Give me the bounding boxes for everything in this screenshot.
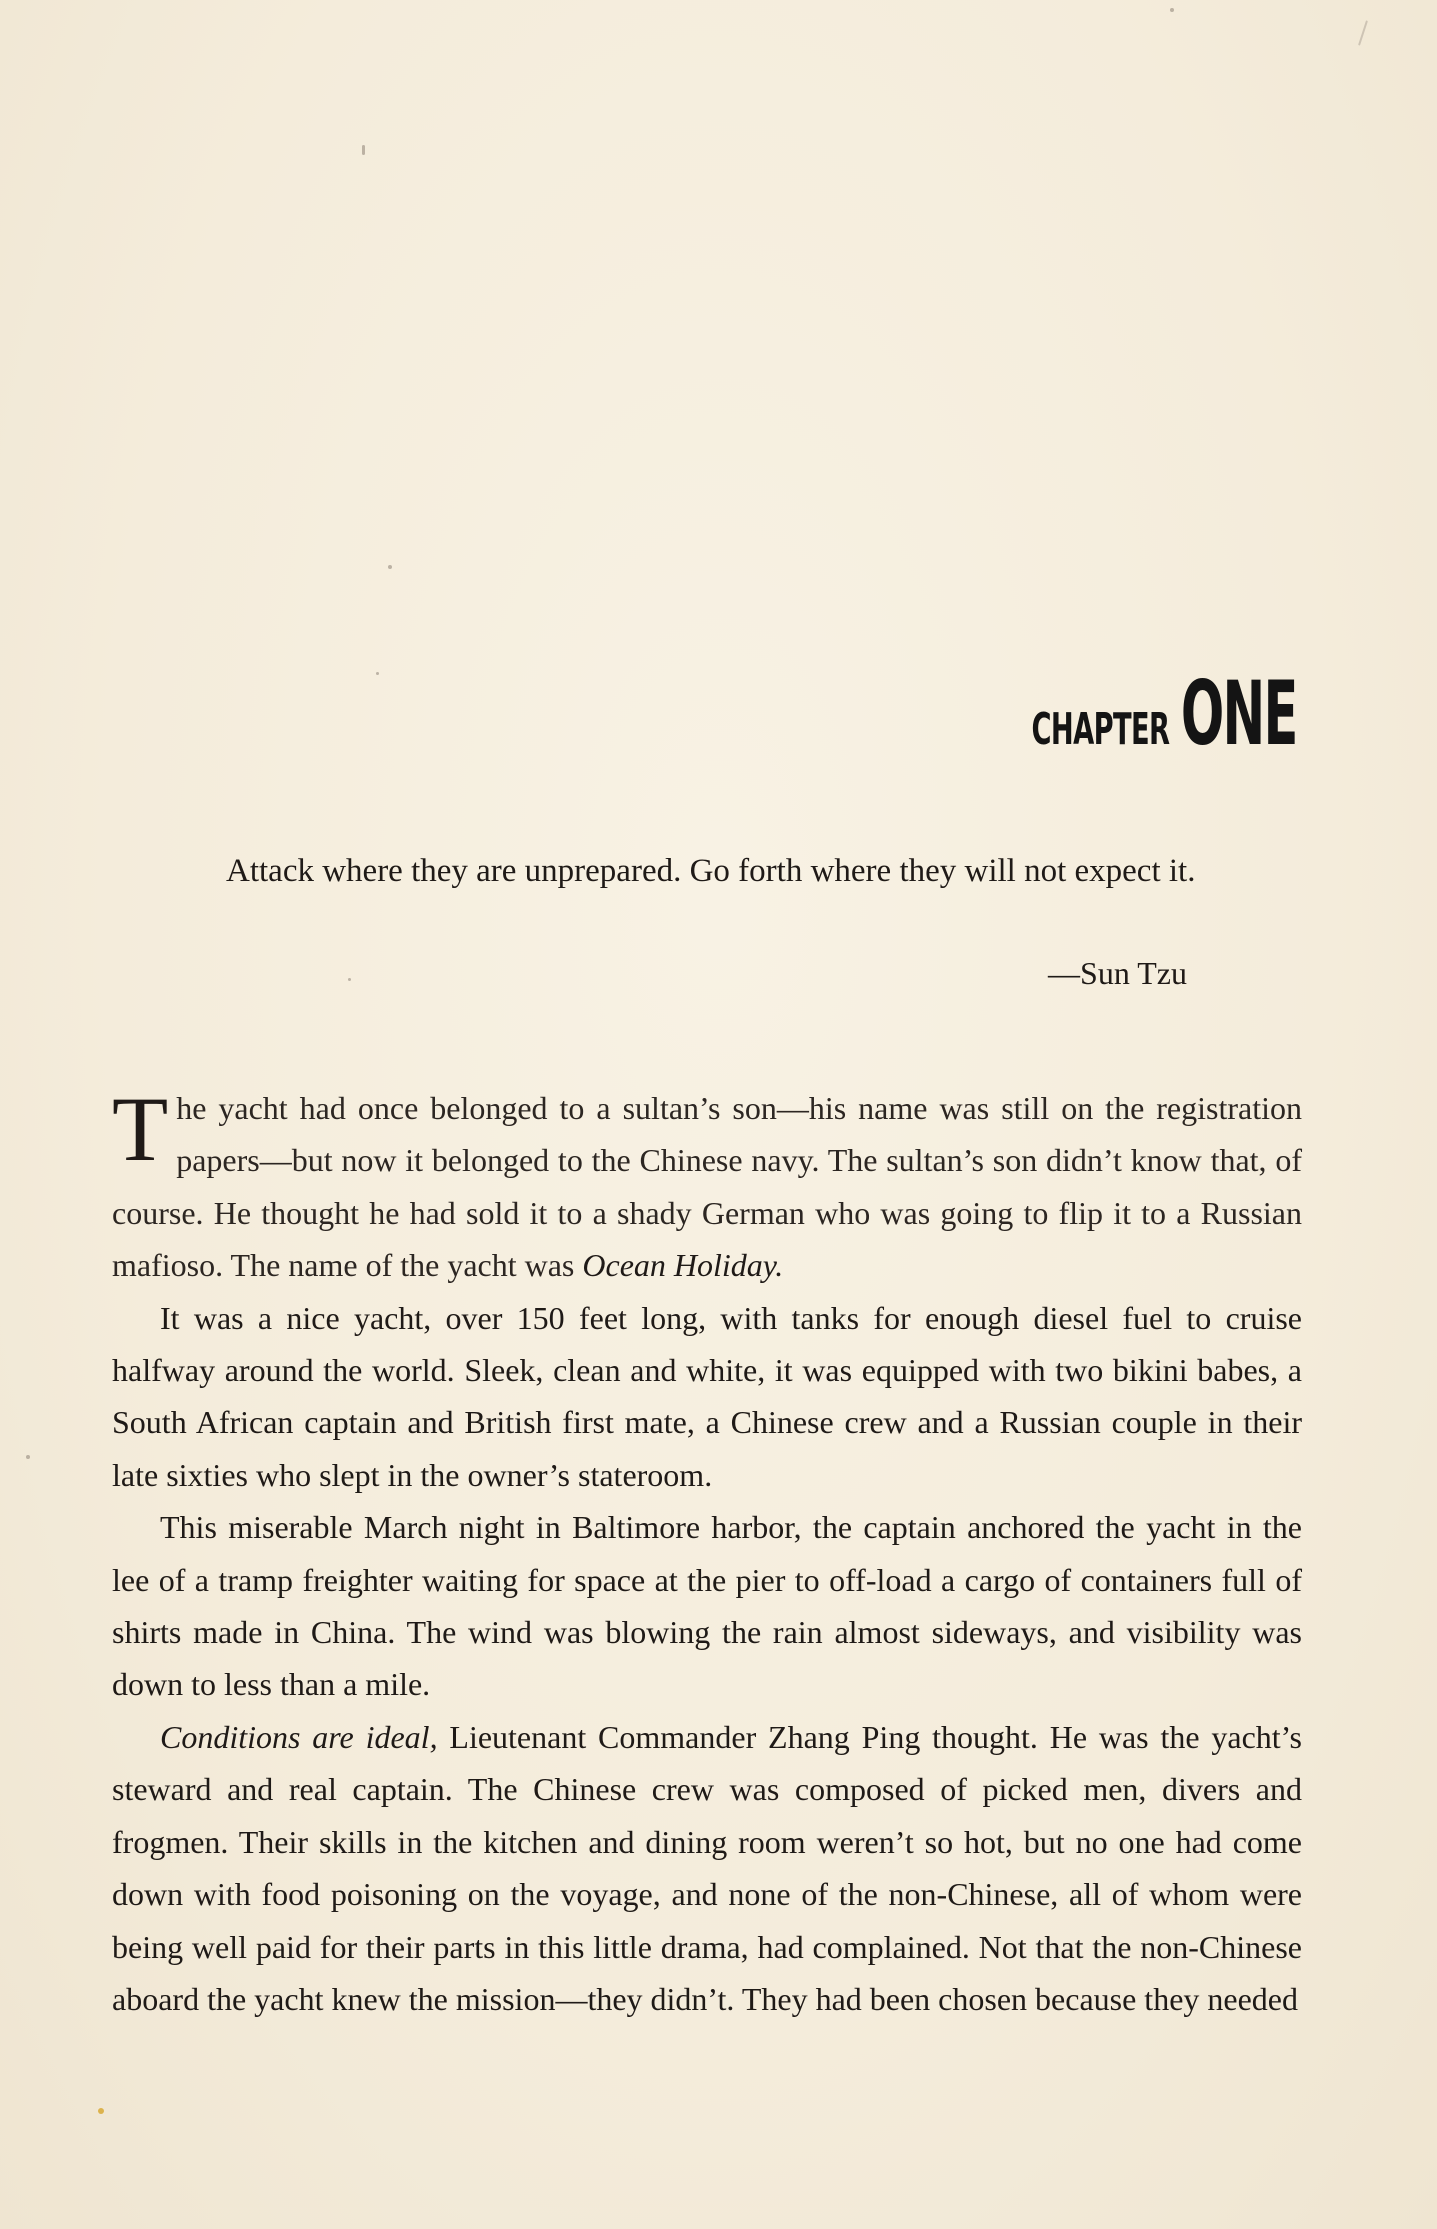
paragraph-italic-text: Conditions are ideal, [160, 1718, 438, 1755]
paper-speck [1170, 8, 1174, 12]
paper-speck [376, 672, 379, 675]
paper-speck [348, 978, 351, 981]
chapter-word: CHAPTER [1031, 704, 1170, 755]
paragraph-text: This miserable March night in Baltimore harbor, the captain anchored the yacht in the lee of a tramp freighter waiting for space at the pier to off-load a cargo of containers full of shirts made in China. The wind was blowing the rain almost sideways, and visibility was down to less than a mile. [112, 1509, 1302, 1703]
paragraph [112, 1711, 1302, 2025]
paragraph [112, 1501, 1302, 1711]
chapter-number: ONE [1181, 662, 1297, 765]
chapter-body [112, 1078, 1303, 2025]
paper-speck [98, 2108, 104, 2114]
paragraph-text: It was a nice yacht, over 150 feet long, with tanks for enough diesel fuel to cruise halfway around the world. Sleek, clean and white, it was equipped with two bikini babes, a South African captain and British first mate, a Chinese crew and a Russian couple in their late sixties who slept in the owner’s stateroom. [112, 1299, 1302, 1493]
chapter-heading [947, 662, 1297, 765]
paragraph [112, 1078, 1302, 1292]
epigraph-quote [226, 845, 1226, 897]
paragraph-text: Lieutenant Commander Zhang Ping thought. He was the yacht’s steward and real captain. The Chinese crew was composed of picked men, divers and frogmen. Their skills in the kitchen and dining room weren’t so hot, but no one had come down with food poisoning on the voyage, and none of the non-Chinese, all of whom were being well paid for their parts in this little drama, had complained. Not that the non-Chinese aboard the yacht knew the mission—they didn’t. They had been chosen because they needed [112, 1718, 1303, 2017]
drop-cap: T [112, 1078, 169, 1180]
paper-speck [362, 145, 365, 155]
epigraph-attribution: —Sun Tzu [1048, 955, 1187, 991]
paper-speck [388, 565, 392, 569]
paper-speck [26, 1455, 30, 1459]
paragraph-italic-text: Ocean Holiday. [582, 1247, 784, 1284]
epigraph-text: Attack where they are unprepared. Go forth where they will not expect it. [226, 853, 1196, 889]
paragraph [112, 1292, 1302, 1502]
paragraph-text: he yacht had once belonged to a sultan’s son—his name was still on the registration papers—but now it belonged to the Chinese navy. The sultan’s son didn’t know that, of course. He thought he had sold it to a shady German who was going to flip it to a Russian mafioso. The name of the yacht was [112, 1090, 1302, 1284]
paper-speck [1358, 20, 1368, 45]
